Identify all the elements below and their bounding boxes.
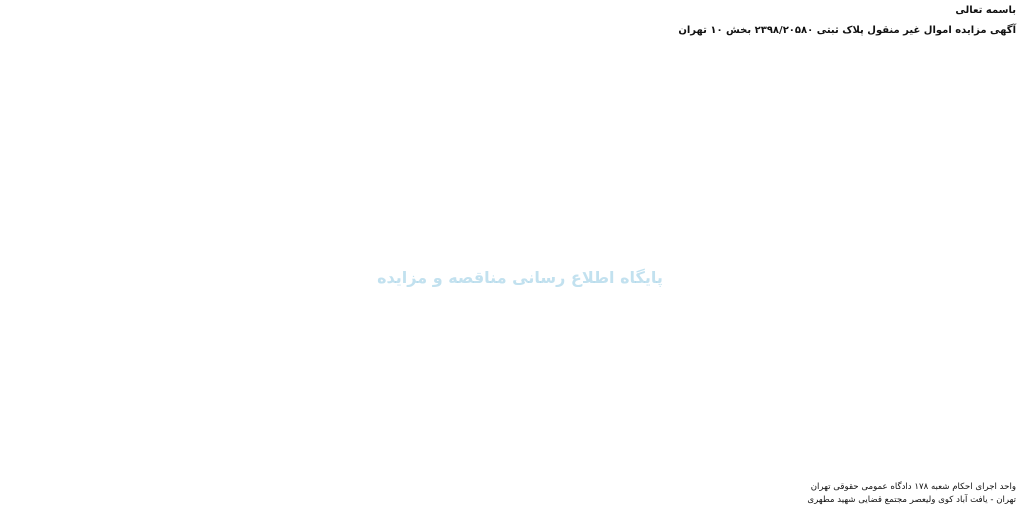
signature-block: [807, 481, 1016, 507]
signature-line-2: تهران - یافت آباد کوی ولیعصر مجتمع قضایی شهید مطهری: [807, 495, 1016, 505]
notice-title: آگهی مزایده اموال غیر منقول پلاک ثبتی ۲۳۹۸/۲۰۵۸۰ بخش ۱۰ تهران: [678, 25, 1016, 36]
watermark-text: پایگاه اطلاع رسانی مناقصه و مزایده: [377, 268, 663, 287]
bismillah-heading: باسمه تعالی: [955, 5, 1016, 16]
notice-document: [8, 4, 1016, 513]
signature-line-1: واحد اجرای احکام شعبه ۱۷۸ دادگاه عمومی حقوقی تهران: [810, 482, 1016, 492]
